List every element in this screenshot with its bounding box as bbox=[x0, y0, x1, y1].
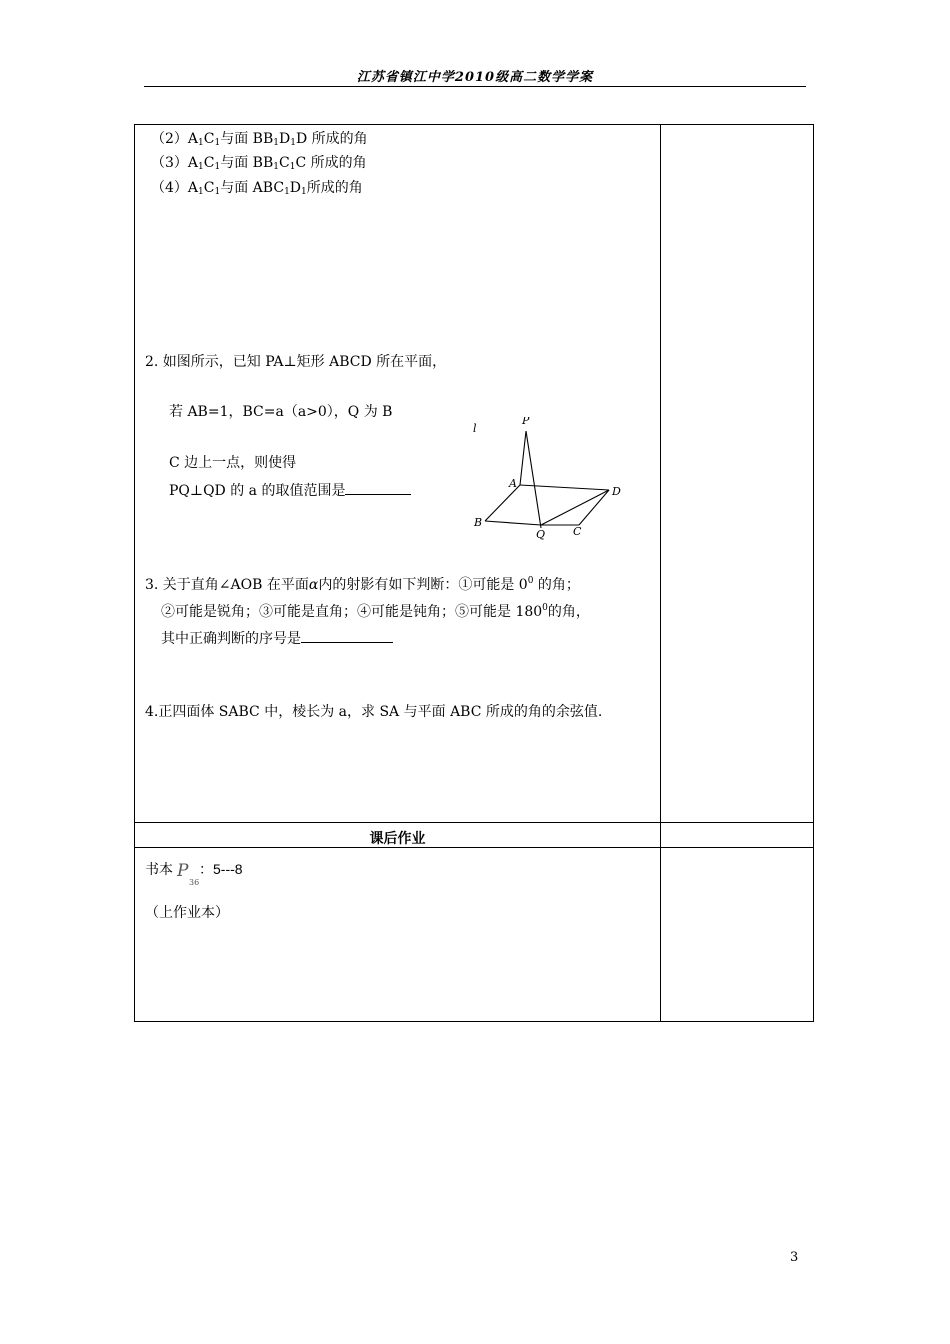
problem-2-line-2: 若 AB=1，BC=a（a>0），Q 为 B bbox=[169, 404, 393, 420]
answer-blank-3 bbox=[301, 628, 393, 643]
edge-BQ bbox=[485, 521, 541, 525]
geometry-figure bbox=[465, 417, 635, 542]
label-D: D bbox=[612, 485, 621, 498]
header-rule bbox=[144, 86, 806, 87]
problem-3-line-2: ②可能是锐角；③可能是直角；④可能是钝角；⑤可能是 $180^0$的角， bbox=[161, 603, 590, 620]
worksheet-table bbox=[134, 124, 814, 1022]
problem-3-line-3: 其中正确判断的序号是 bbox=[161, 628, 393, 648]
label-C: C bbox=[573, 525, 582, 538]
problem-1-3: $(3)A_1C_1$与面 $BB_1C_1C$ 所成的角 bbox=[151, 155, 367, 172]
label-B: B bbox=[474, 516, 483, 529]
homework-line-2: （上作业本） bbox=[145, 905, 229, 921]
edge-CD bbox=[579, 490, 609, 525]
problem-1-4: $(4)A_1C_1$与面 $ABC_1D_1$所成的角 bbox=[151, 180, 363, 197]
page-number: 3 bbox=[790, 1250, 799, 1265]
problem-2-line-4: PQ⊥QD 的 a 的取值范围是 bbox=[169, 480, 411, 500]
page-header: 江苏省镇江中学2010级高二数学学案 bbox=[356, 70, 594, 85]
problem-2-line-3: C 边上一点，则使得 bbox=[169, 455, 297, 471]
problem-2-line-1: 2. 如图所示，已知 PA⊥矩形 ABCD 所在平面， bbox=[145, 354, 447, 370]
edge-QD bbox=[541, 490, 609, 525]
edge-PQ bbox=[526, 431, 541, 528]
homework-line-1: 书本 P 36 ：5---8 bbox=[145, 861, 243, 887]
edge-AD bbox=[520, 485, 609, 490]
edge-AB bbox=[485, 485, 520, 521]
answer-blank-2 bbox=[345, 480, 411, 495]
problem-1-2: $(2)A_1C_1$与面 $BB_1D_1D$ 所成的角 bbox=[151, 131, 368, 148]
label-l: l bbox=[473, 422, 477, 435]
label-A: A bbox=[509, 477, 517, 490]
problem-4: 4.正四面体 SABC 中，棱长为 a，求 SA 与平面 ABC 所成的角的余弦值. bbox=[145, 704, 603, 720]
row-divider-1 bbox=[135, 822, 813, 823]
column-divider bbox=[660, 125, 661, 1021]
problem-3-line-1: 3. 关于直角∠AOB 在平面α内的射影有如下判断：①可能是 $0^0$ 的角； bbox=[145, 576, 580, 593]
edge-PA bbox=[520, 431, 526, 485]
label-P: P bbox=[522, 417, 530, 427]
homework-title: 课后作业 bbox=[369, 831, 426, 847]
label-Q: Q bbox=[536, 528, 546, 541]
